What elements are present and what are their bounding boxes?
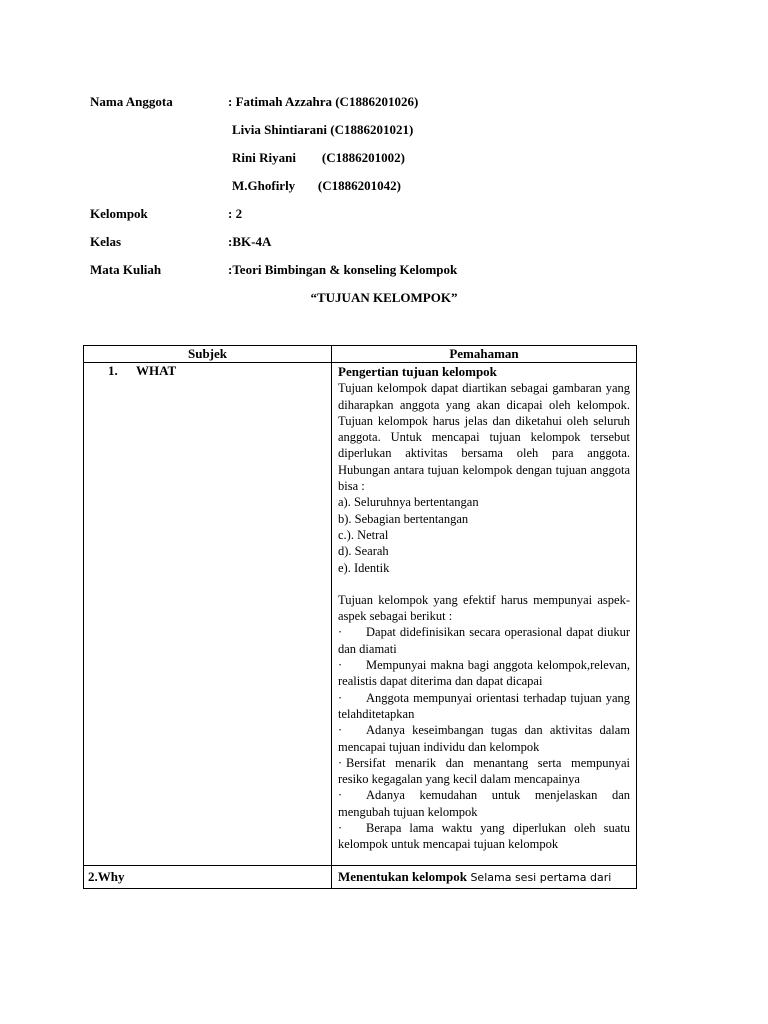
aspect-item: · Adanya keseimbangan tugas dan aktivitas dalam mencapai tujuan individu dan kelompok bbox=[338, 723, 630, 754]
bullet-icon: · bbox=[338, 625, 343, 640]
aspects-intro: Tujuan kelompok yang efektif harus mempunyai aspek-aspek sebagai berikut : bbox=[338, 592, 630, 624]
bullet-icon: · bbox=[338, 723, 343, 738]
why-heading: Menentukan kelompok bbox=[338, 868, 467, 884]
bullet-icon: · bbox=[338, 755, 343, 770]
subject-label: WHAT bbox=[136, 363, 177, 378]
subject-number: 1. bbox=[108, 363, 118, 378]
nama-anggota-value: : Fatimah Azzahra (C1886201026) bbox=[228, 94, 419, 109]
aspect-item: · Berapa lama waktu yang diperlukan oleh suatu kelompok untuk mencapai tujuan kelompok bbox=[338, 821, 630, 852]
relation-item: b). Sebagian bertentangan bbox=[338, 511, 469, 526]
member-3: Rini Riyani (C1886201002) bbox=[232, 150, 405, 165]
member-4: M.Ghofirly (C1886201042) bbox=[232, 178, 401, 193]
pemahaman-what bbox=[332, 363, 637, 866]
header-pemahaman: Pemahaman bbox=[332, 346, 637, 363]
kelompok-label: Kelompok bbox=[90, 206, 148, 221]
bullet-icon: · bbox=[338, 788, 343, 803]
table-header-row bbox=[84, 346, 637, 363]
relation-item: d). Searah bbox=[338, 544, 389, 559]
bullet-icon: · bbox=[338, 821, 343, 836]
aspect-item: · Bersifat menarik dan menantang serta mempunyai resiko kegagalan yang kecil dalam mencapainya bbox=[338, 755, 630, 787]
mata-kuliah-value: :Teori Bimbingan & konseling Kelompok bbox=[228, 262, 458, 277]
aspect-item: · Adanya kemudahan untuk menjelaskan dan mengubah tujuan kelompok bbox=[338, 788, 630, 819]
document-title: “TUJUAN KELOMPOK” bbox=[310, 290, 458, 305]
content-table bbox=[83, 345, 637, 889]
kelas-value: :BK-4A bbox=[228, 234, 272, 249]
nama-anggota-label: Nama Anggota bbox=[90, 94, 173, 109]
member-2: Livia Shintiarani (C1886201021) bbox=[232, 122, 414, 137]
pemahaman-why bbox=[332, 865, 637, 888]
aspect-item: · Anggota mempunyai orientasi terhadap tujuan yang telahditetapkan bbox=[338, 690, 630, 721]
relation-item: c.). Netral bbox=[338, 527, 389, 542]
subject-why: 2.Why bbox=[84, 865, 332, 888]
mata-kuliah-label: Mata Kuliah bbox=[90, 262, 162, 277]
bullet-icon: · bbox=[338, 658, 343, 673]
aspect-item: · Mempunyai makna bagi anggota kelompok,relevan, realistis dapat diterima dan dapat dicapai bbox=[338, 658, 630, 689]
aspect-item: · Dapat didefinisikan secara operasional dapat diukur dan diamati bbox=[338, 625, 630, 656]
table-row bbox=[84, 363, 637, 866]
subject-what bbox=[84, 363, 332, 866]
table-row bbox=[84, 865, 637, 888]
why-text: Selama sesi pertama dari bbox=[466, 870, 612, 884]
header-subjek: Subjek bbox=[84, 346, 332, 363]
relation-item: e). Identik bbox=[338, 560, 390, 575]
bullet-icon: · bbox=[338, 690, 343, 705]
kelas-label: Kelas bbox=[90, 234, 122, 249]
what-paragraph: Tujuan kelompok dapat diartikan sebagai gambaran yang diharapkan anggota yang akan dicapai oleh kelompok. Tujuan kelompok harus jelas dan diketahui oleh seluruh anggota. Untuk mencapai tujuan kelompok tersebut diperlukan aktivitas bersama oleh para anggota. Hubungan antara tujuan kelompok dengan tujuan anggota bisa : bbox=[338, 381, 630, 494]
relation-item: a). Seluruhnya bertentangan bbox=[338, 495, 479, 510]
kelompok-value: : 2 bbox=[228, 206, 243, 221]
what-heading: Pengertian tujuan kelompok bbox=[338, 364, 497, 379]
